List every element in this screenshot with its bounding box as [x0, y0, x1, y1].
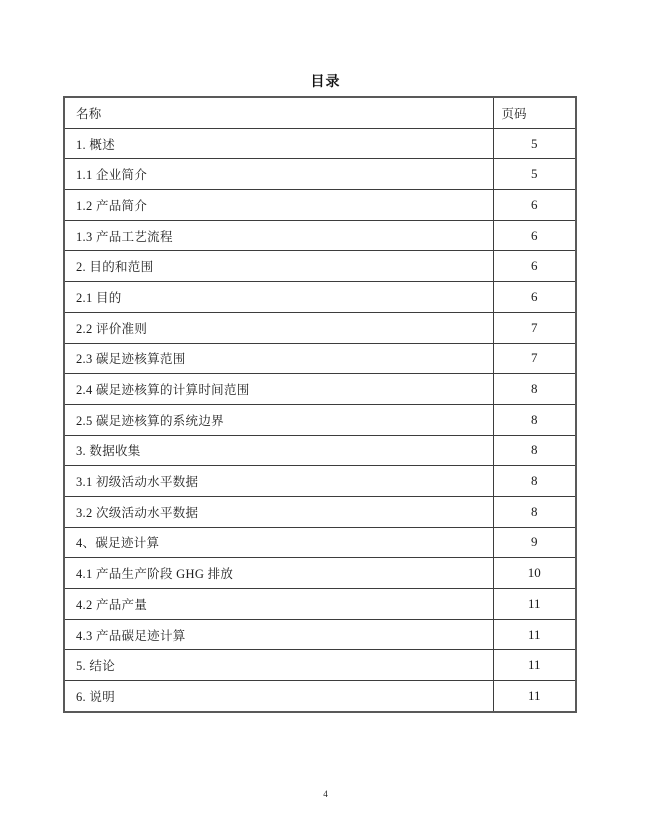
toc-entry-name: 2. 目的和范围 [64, 251, 493, 282]
toc-entry-page: 5 [493, 128, 576, 159]
toc-entry-page: 6 [493, 190, 576, 221]
table-row [64, 312, 576, 343]
toc-entry-name: 1.1 企业简介 [64, 159, 493, 190]
toc-entry-name: 1.3 产品工艺流程 [64, 220, 493, 251]
page-title: 目录 [310, 75, 341, 90]
table-row [64, 251, 576, 282]
toc-entry-page: 8 [493, 496, 576, 527]
toc-entry-name: 1.2 产品简介 [64, 190, 493, 221]
page-number: 4 [323, 789, 328, 799]
toc-entry-page: 6 [493, 220, 576, 251]
toc-entry-name: 2.4 碳足迹核算的计算时间范围 [64, 374, 493, 405]
toc-entry-name: 4、碳足迹计算 [64, 527, 493, 558]
toc-entry-name: 4.1 产品生产阶段 GHG 排放 [64, 558, 493, 589]
toc-entry-page: 6 [493, 251, 576, 282]
table-row [64, 589, 576, 620]
table-row [64, 435, 576, 466]
table-row [64, 619, 576, 650]
toc-entry-page: 8 [493, 404, 576, 435]
toc-entry-page: 8 [493, 466, 576, 497]
table-row [64, 128, 576, 159]
toc-entry-page: 11 [493, 681, 576, 712]
toc-entry-name: 5. 结论 [64, 650, 493, 681]
toc-entry-page: 6 [493, 282, 576, 313]
toc-entry-name: 1. 概述 [64, 128, 493, 159]
table-row [64, 558, 576, 589]
table-row [64, 190, 576, 221]
toc-entry-page: 11 [493, 650, 576, 681]
toc-entry-name: 2.3 碳足迹核算范围 [64, 343, 493, 374]
table-header-row [64, 97, 576, 128]
toc-entry-name: 2.1 目的 [64, 282, 493, 313]
toc-entry-name: 2.2 评价准则 [64, 312, 493, 343]
header-name: 名称 [64, 97, 493, 128]
table-row [64, 496, 576, 527]
toc-entry-page: 8 [493, 435, 576, 466]
toc-entry-page: 11 [493, 619, 576, 650]
table-row [64, 466, 576, 497]
toc-entry-page: 11 [493, 589, 576, 620]
toc-entry-page: 8 [493, 374, 576, 405]
toc-entry-page: 5 [493, 159, 576, 190]
toc-entry-name: 3. 数据收集 [64, 435, 493, 466]
toc-entry-name: 4.3 产品碳足迹计算 [64, 619, 493, 650]
table-row [64, 374, 576, 405]
table-row [64, 681, 576, 712]
toc-entry-page: 9 [493, 527, 576, 558]
table-row [64, 282, 576, 313]
table-row [64, 343, 576, 374]
toc-entry-name: 6. 说明 [64, 681, 493, 712]
toc-entry-page: 10 [493, 558, 576, 589]
table-row [64, 220, 576, 251]
toc-entry-page: 7 [493, 343, 576, 374]
toc-table [63, 96, 577, 713]
header-page: 页码 [493, 97, 576, 128]
toc-entry-page: 7 [493, 312, 576, 343]
toc-entry-name: 3.1 初级活动水平数据 [64, 466, 493, 497]
toc-entry-name: 3.2 次级活动水平数据 [64, 496, 493, 527]
table-row [64, 527, 576, 558]
toc-entry-name: 4.2 产品产量 [64, 589, 493, 620]
toc-entry-name: 2.5 碳足迹核算的系统边界 [64, 404, 493, 435]
table-row [64, 650, 576, 681]
table-row [64, 159, 576, 190]
table-row [64, 404, 576, 435]
